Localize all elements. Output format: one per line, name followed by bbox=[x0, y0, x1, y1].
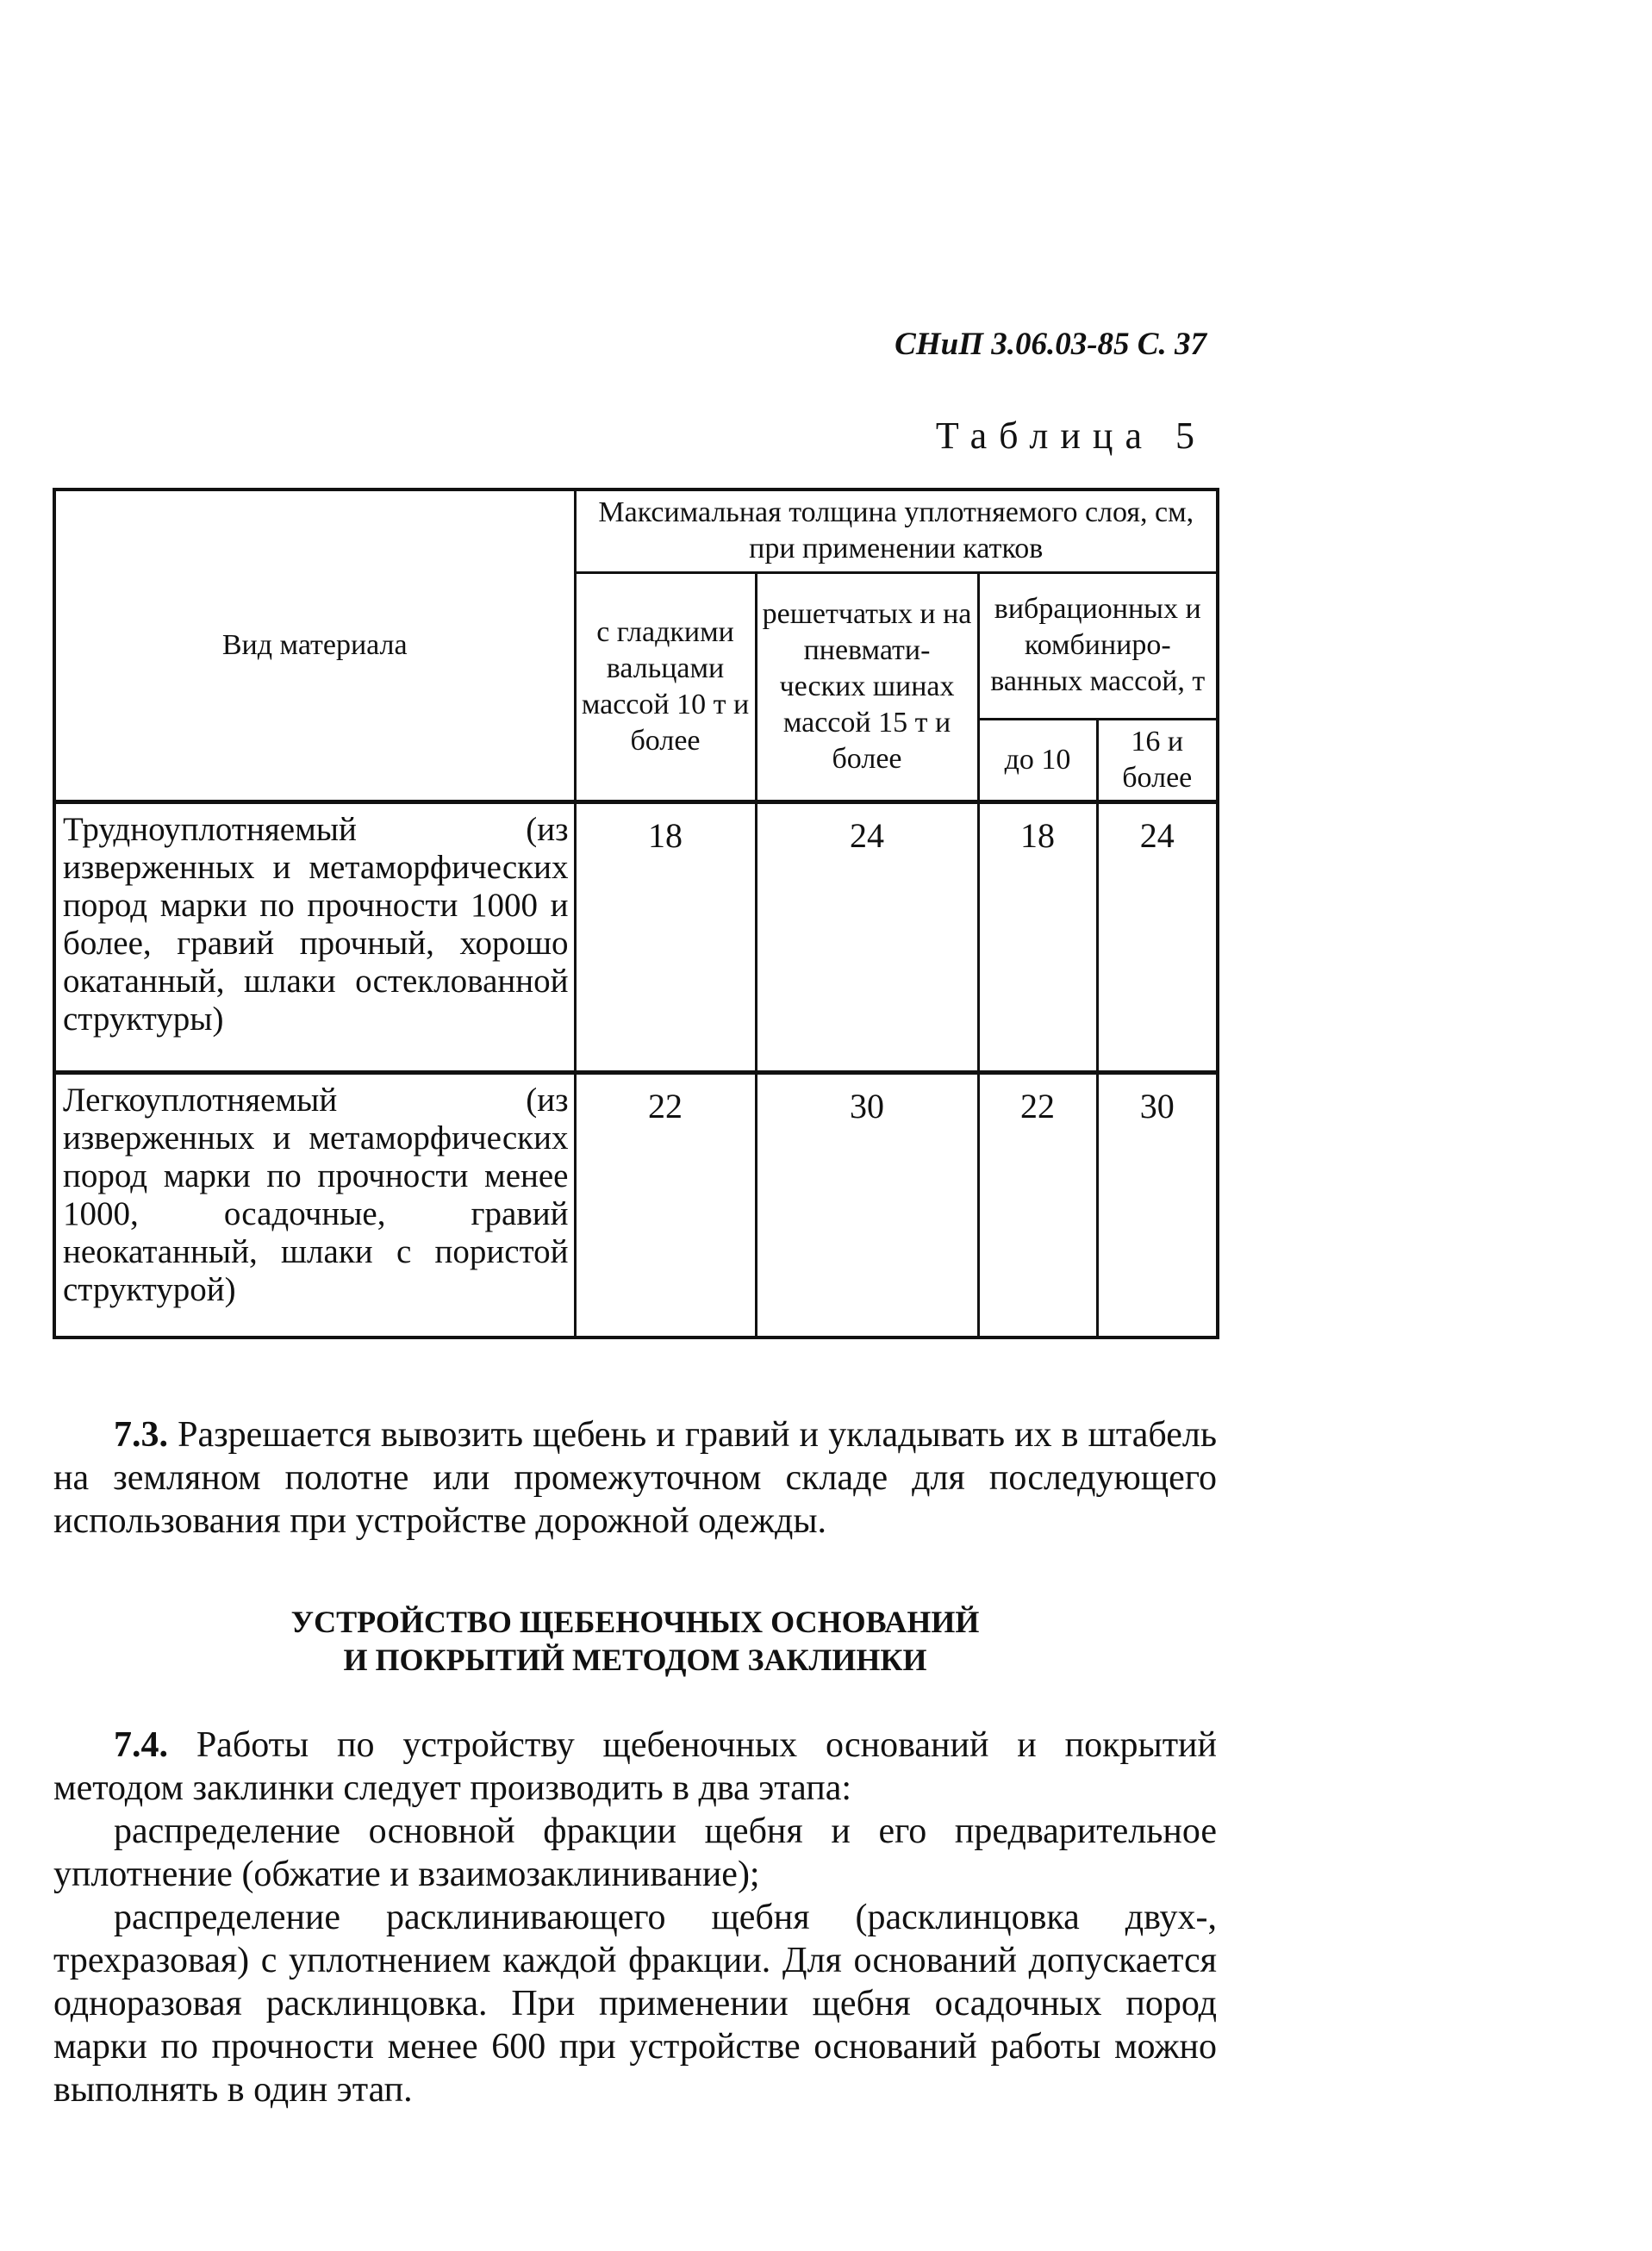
list-item: распределение расклинивающего щебня (расклинцовка двух-, трехразовая) с уплотнением каждой фракции. Для оснований допускается одноразовая расклинцовка. При применении щебня осадочных пород марки по прочности менее 600 при устройстве оснований работы можно выполнять в один этап. bbox=[53, 1898, 1217, 2110]
material-cell: Легкоуплотняемый (из изверженных и метаморфических пород марки по прочности менее 1000, осадочные, гравий неокатанный, шлаки с пористой структурой) bbox=[54, 1072, 575, 1338]
value-cell: 24 bbox=[756, 801, 978, 1072]
running-title: СНиП 3.06.03-85 С. 37 bbox=[895, 327, 1206, 362]
table-row bbox=[54, 801, 1218, 1072]
header-vibro-lt10: до 10 bbox=[978, 719, 1097, 801]
header-vibro-rollers: вибрационных и комбиниро-ванных массой, т bbox=[978, 572, 1218, 719]
table-caption: Таблица 5 bbox=[935, 415, 1206, 457]
paragraph-lead bbox=[53, 1724, 1217, 1810]
paragraph-text: Разрешается вывозить щебень и гравий и укладывать их в штабель на земляном полотне или промежуточном складе для последующего использования при устройстве дорожной одежды. bbox=[53, 1415, 1218, 1541]
material-cell: Трудноуплотняемый (из изверженных и метаморфических пород марки по прочности 1000 и более, гравий прочный, хорошо окатанный, шлаки остеклованной структуры) bbox=[54, 801, 575, 1072]
value-cell: 18 bbox=[575, 801, 756, 1072]
header-grid-pneumatic-rollers: решетчатых и на пневмати-ческих шинах массой 15 т и более bbox=[756, 572, 978, 801]
section-heading-line: УСТРОЙСТВО ЩЕБЕНОЧНЫХ ОСНОВАНИЙ bbox=[290, 1605, 980, 1639]
value-cell: 18 bbox=[978, 801, 1097, 1072]
paragraph-7-3 bbox=[53, 1413, 1217, 1543]
section-heading-line: И ПОКРЫТИЙ МЕТОДОМ ЗАКЛИНКИ bbox=[343, 1643, 927, 1677]
table-row bbox=[54, 1072, 1218, 1338]
paragraph-number: 7.3. bbox=[114, 1415, 168, 1455]
value-cell: 30 bbox=[1097, 1072, 1218, 1338]
paragraph-number: 7.4. bbox=[114, 1725, 168, 1765]
header-max-thickness: Максимальная толщина уплотняемого слоя, см, при применении катков bbox=[575, 489, 1218, 572]
header-smooth-rollers: с гладкими вальцами массой 10 т и более bbox=[575, 572, 756, 801]
paragraph-text: Работы по устройству щебеночных оснований и покрытий методом заклинки следует производить в два этапа: bbox=[53, 1725, 1218, 1808]
value-cell: 22 bbox=[575, 1072, 756, 1338]
header-vibro-16: 16 и более bbox=[1097, 719, 1218, 801]
value-cell: 24 bbox=[1097, 801, 1218, 1072]
header-material: Вид материала bbox=[54, 489, 575, 801]
section-heading bbox=[53, 1603, 1217, 1679]
value-cell: 22 bbox=[978, 1072, 1097, 1338]
list-item: распределение основной фракции щебня и его предварительное уплотнение (обжатие и взаимозаклинивание); bbox=[53, 1811, 1217, 1894]
paragraph-7-4 bbox=[53, 1724, 1217, 2111]
value-cell: 30 bbox=[756, 1072, 978, 1338]
compaction-table bbox=[53, 488, 1219, 1339]
